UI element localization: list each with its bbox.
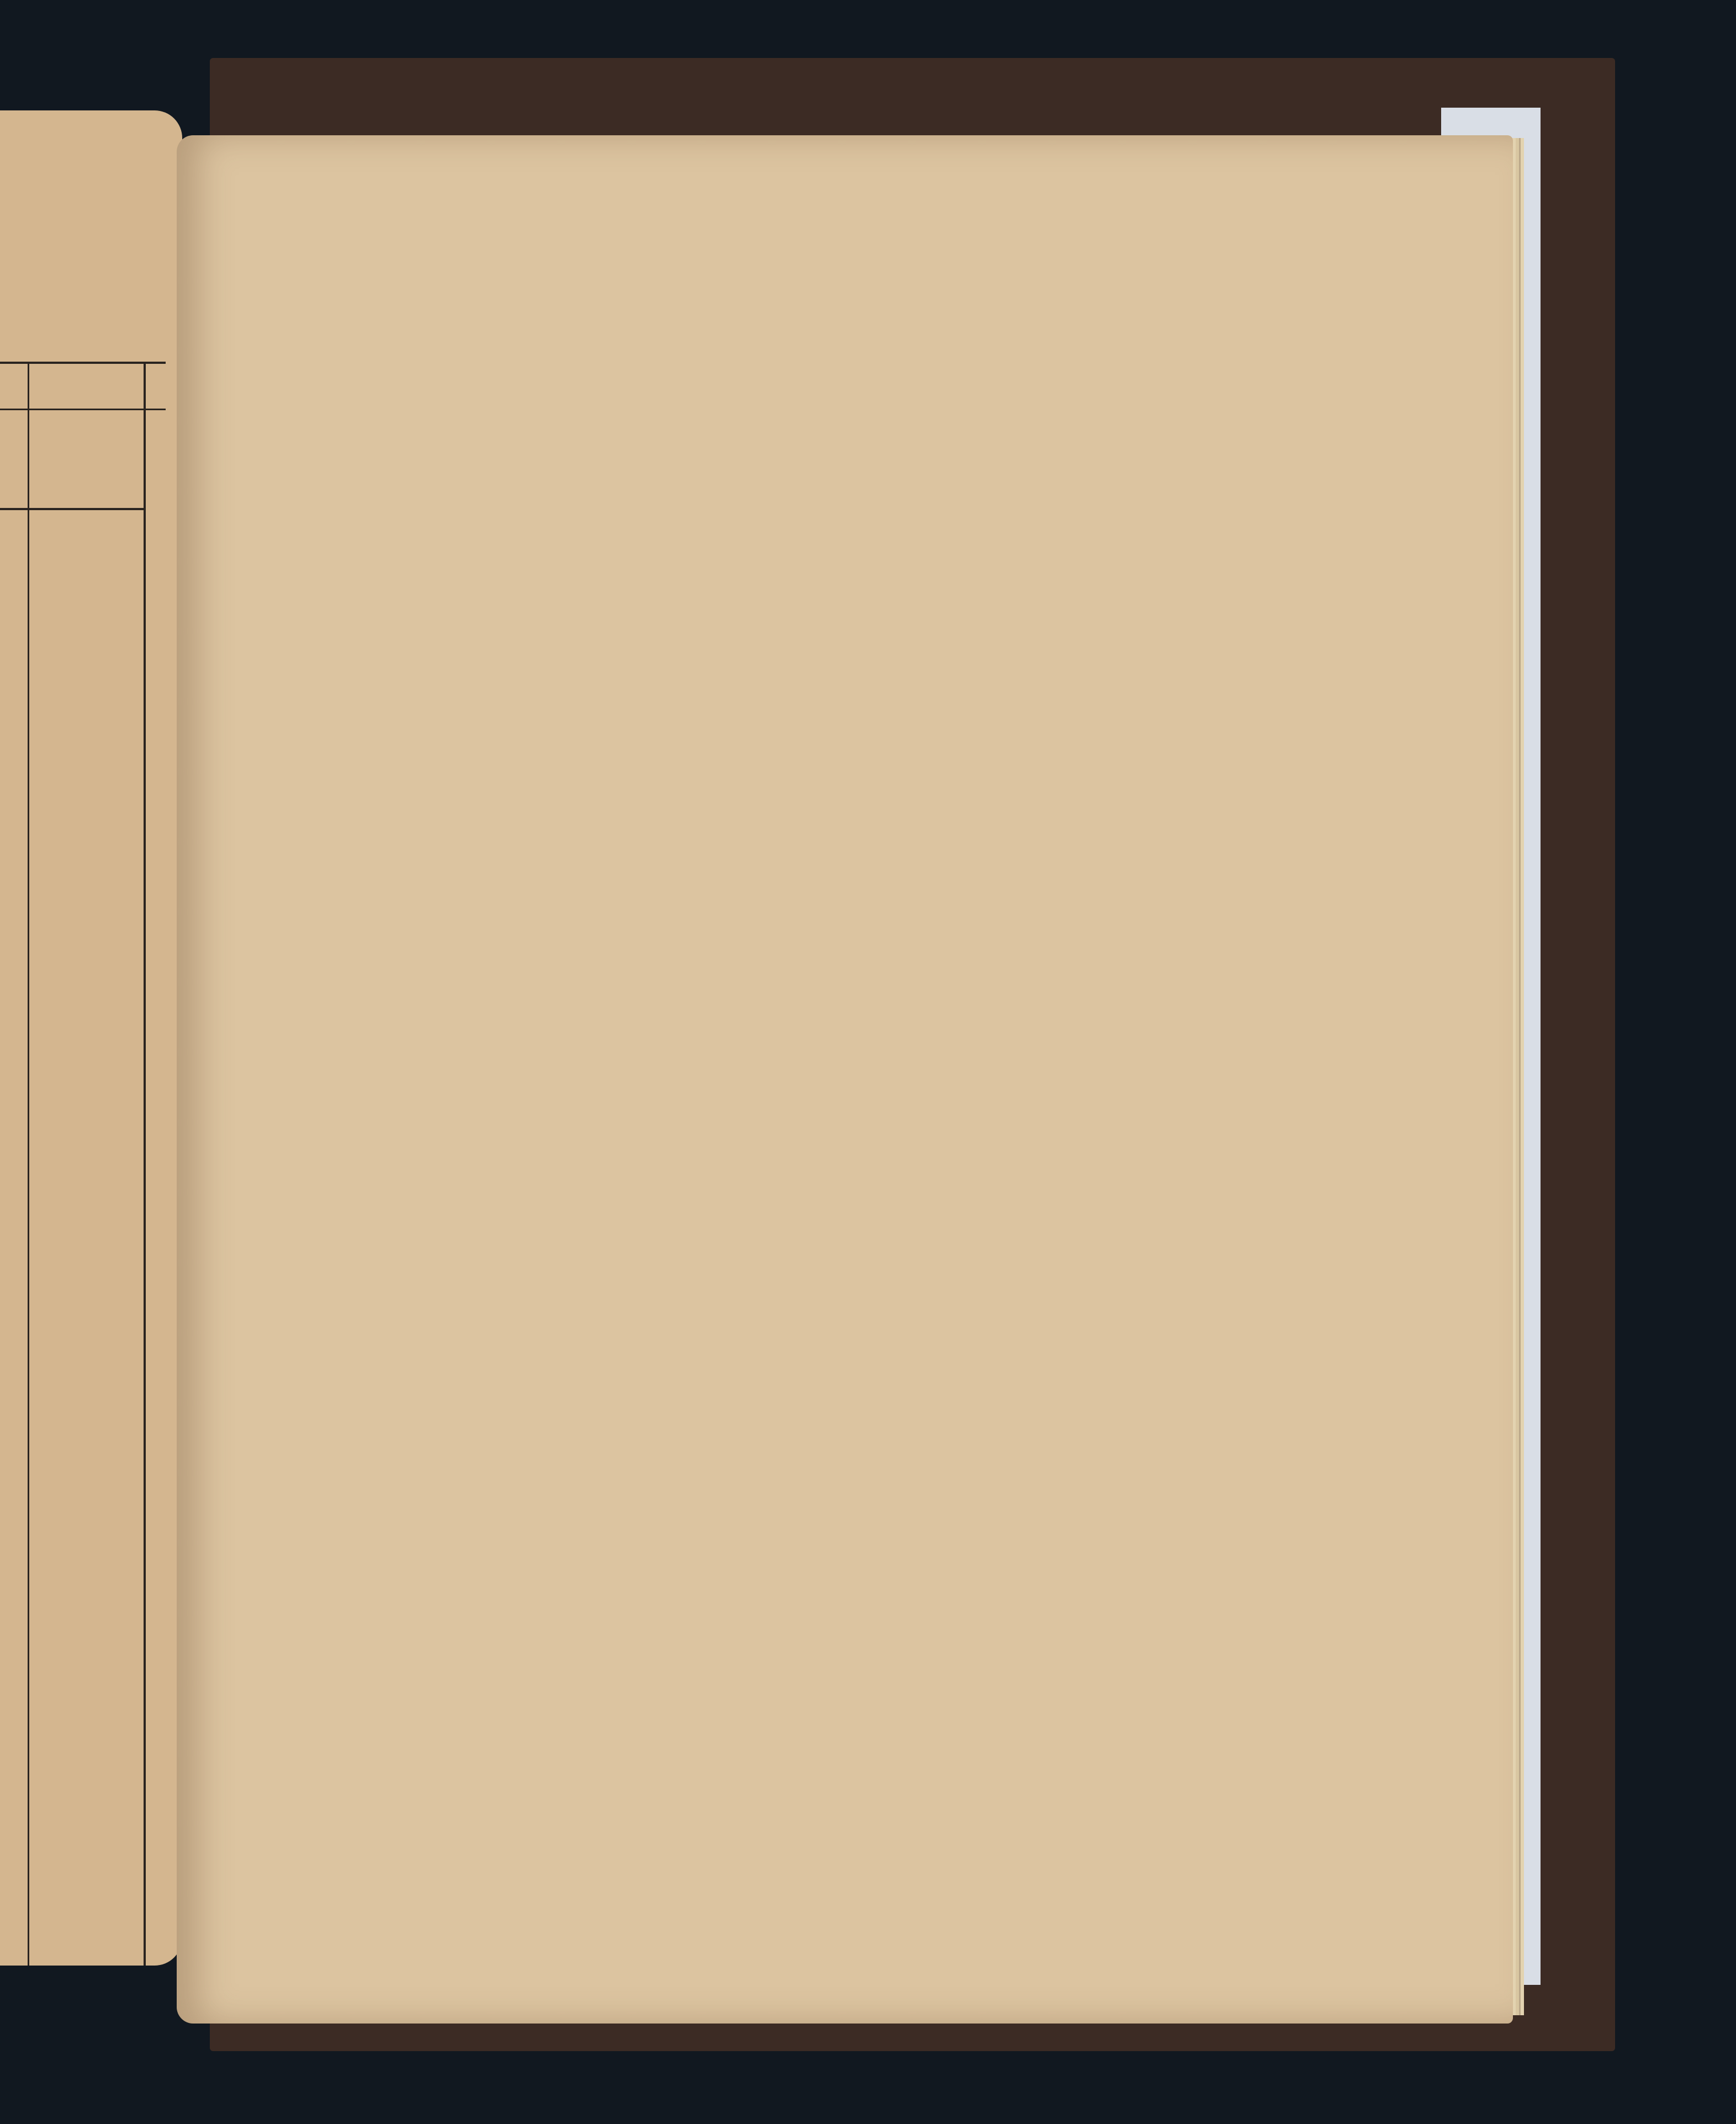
left-page	[0, 110, 182, 1966]
right-page	[177, 135, 1513, 2024]
